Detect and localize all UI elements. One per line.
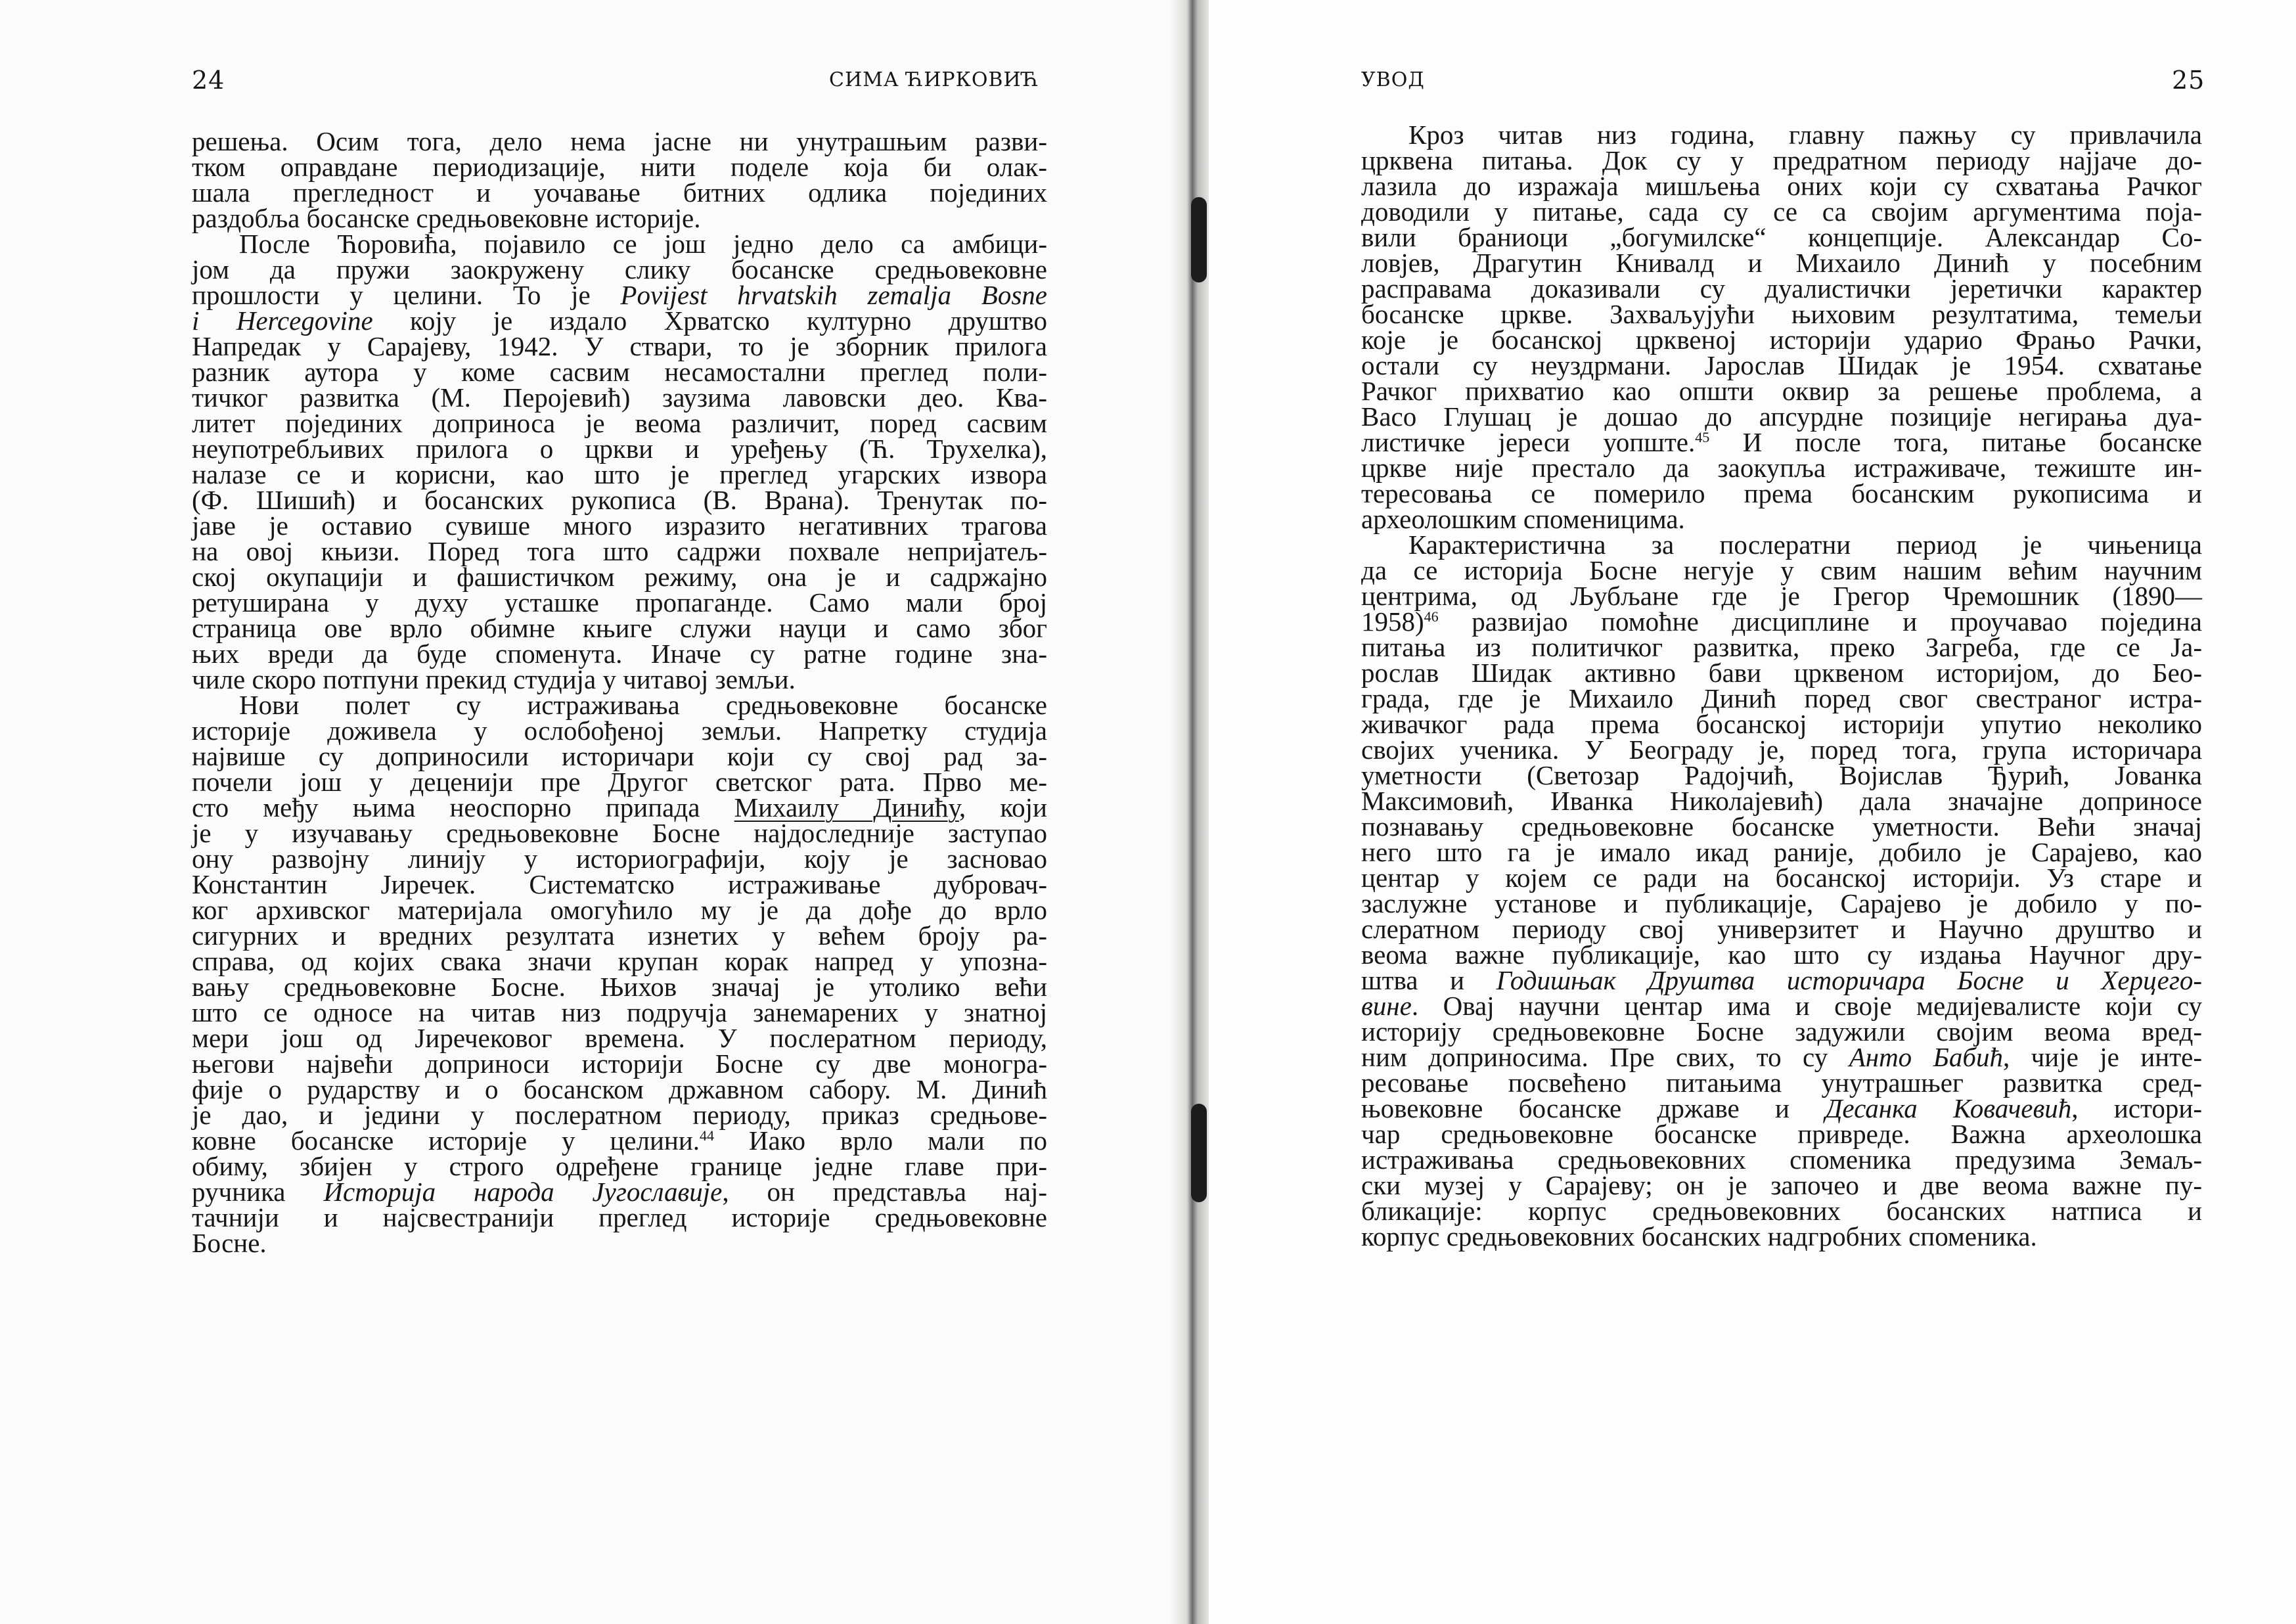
text-run: листичке јереси уопште. (1361, 427, 1696, 457)
text-line (1361, 455, 2202, 481)
italic-title: Povijest hrvatskih zemalja Bosne (620, 280, 1047, 310)
text-run: , чије је инте- (2002, 1042, 2202, 1072)
text-line (1361, 1016, 2202, 1047)
text-run: уметности (Светозар Радојчић, Војислав Ђурић, Јованка (1361, 760, 2202, 790)
text-run: истраживања средњовековних споменика предузима Земаљ- (1361, 1144, 2202, 1175)
text-line (192, 536, 1047, 566)
text-run: обиму, збијен у строго одређене границе једне главе при- (192, 1151, 1047, 1181)
text-run: јом да пружи заокружену слику босанске средњовековне (192, 254, 1047, 284)
text-run: тересовања се померило према босанским рукописима и (1361, 478, 2202, 508)
right-running-head: УВОД (1361, 68, 1425, 91)
text-line (1361, 939, 2202, 970)
text-line (1361, 734, 2202, 765)
text-run: заслужне установе и публикације, Сарајево је добило у по- (1361, 888, 2202, 918)
text-run: његови највећи доприноси историји Босне су две моногра- (192, 1049, 1047, 1079)
text-run: ковне босанске историје у целини. (192, 1125, 700, 1156)
text-line (192, 331, 1047, 361)
text-run: Васо Глушац је дошао до апсурдне позиције негирања дуа- (1361, 401, 2202, 432)
text-line (192, 974, 1047, 1000)
text-run: чар средњовековне босанске привреде. Важна археолошка (1361, 1119, 2202, 1149)
text-run: шала прегледност и уочавање битних одлика појединих (192, 177, 1047, 208)
text-run: вили браниоци „богумилске“ концепције. Александар Со- (1361, 222, 2202, 252)
text-line (192, 1074, 1047, 1104)
left-page-number: 24 (192, 66, 225, 95)
text-run: , истори- (2071, 1093, 2202, 1123)
text-line (1361, 196, 2202, 227)
text-run: бликације: корпус средњовековних босанских натписа и (1361, 1196, 2202, 1226)
text-run: ретуширана у духу усташке пропаганде. Само мали број (192, 587, 1047, 618)
text-line (192, 487, 1047, 513)
text-run: развијао помоћне дисциплине и проучавао поједина (1438, 606, 2202, 637)
text-run: ресовање посвећено питањима унутрашњег развитка сред- (1361, 1068, 2202, 1098)
text-line (1361, 327, 2202, 353)
text-line (1361, 1144, 2202, 1175)
text-run: решења. Осим тога, дело нема јасне ни унутрашњим разви- (192, 126, 1047, 156)
text-run: Иако врло мали по (714, 1125, 1047, 1156)
text-run: највише су доприносили историчари који су свој рад за- (192, 741, 1047, 771)
footnote-ref: 44 (700, 1127, 715, 1144)
text-line (192, 692, 1047, 718)
text-line (192, 641, 1047, 667)
text-line (1361, 173, 2202, 199)
text-run: јаве је оставио сувише много изразито негативних трагова (192, 510, 1047, 541)
text-line (1361, 427, 2202, 457)
text-line (1361, 478, 2202, 508)
text-run: што се односе на читав низ подручја занемарених у знатној (192, 997, 1047, 1027)
text-run: да се историја Босне негује у свим нашим већим научним (1361, 555, 2202, 585)
text-run: тачнији и најсвестранији преглед историје средњовековне (192, 1202, 1047, 1232)
right-page-number: 25 (2172, 66, 2205, 95)
text-run: рослав Шидак активно бави црквеном историјом, до Бео- (1361, 658, 2202, 688)
text-run: корпус средњовековних босанских надгробних споменика. (1361, 1221, 2037, 1252)
text-run: остали су неуздрмани. Јарослав Шидак је 1954. схватање (1361, 350, 2202, 380)
text-line (192, 282, 1047, 308)
text-run: Босне. (192, 1228, 267, 1258)
text-line (1361, 1221, 2202, 1252)
text-run: Напредак у Сарајеву, 1942. У ствари, то је зборник прилога (192, 331, 1047, 361)
text-run: ловјев, Драгутин Книвалд и Михаило Динић у посебним (1361, 248, 2202, 278)
text-run: чиле скоро потпуни прекид студија у читавој земљи. (192, 664, 796, 694)
text-line (192, 254, 1047, 284)
text-line (192, 664, 1047, 694)
text-line (192, 613, 1047, 643)
text-line (192, 436, 1047, 462)
text-run: доводили у питање, сада су се са својим аргументима поја- (1361, 196, 2202, 227)
text-run: црквена питања. Док су у предратном периоду најјаче до- (1361, 145, 2202, 175)
italic-title: i Hercegovine (192, 305, 373, 336)
text-run: расправама доказивали су дуалистички јеретички карактер (1361, 273, 2202, 304)
text-run: лазила до изражаја мишљења оних који су схватања Рачког (1361, 171, 2202, 201)
binding-clip-bottom (1191, 1104, 1207, 1202)
text-run: које је босанској црквеној историји ударио Фрањо Рачки, (1361, 325, 2202, 355)
text-run: историје доживела у ослобођеној земљи. Напретку студија (192, 715, 1047, 746)
text-line (1361, 916, 2202, 942)
text-line (192, 997, 1047, 1027)
text-line (1361, 299, 2202, 329)
text-line (192, 1051, 1047, 1077)
text-line (192, 741, 1047, 771)
text-run: сто међу њима неоспорно припада (192, 792, 734, 823)
right-page (1209, 0, 2296, 1624)
text-run: страница ове врло обимне књиге служи науци и само због (192, 613, 1047, 643)
text-line (1361, 660, 2202, 686)
text-run: живачког рада према босанској историји упутио неколико (1361, 709, 2202, 739)
italic-title: Десанка Ковачевић (1825, 1093, 2072, 1123)
text-run: историју средњовековне Босне задужили својим веома вред- (1361, 1016, 2202, 1047)
text-line (192, 1151, 1047, 1181)
text-run: Рачког прихватио као општи оквир за решење проблема, а (1361, 376, 2202, 406)
text-line (192, 818, 1047, 848)
text-run: него што га је имало икад раније, добило је Сарајево, као (1361, 837, 2202, 867)
text-line (192, 408, 1047, 438)
text-line (192, 382, 1047, 413)
text-line (1361, 760, 2202, 790)
text-line (1361, 606, 2202, 637)
text-line (1361, 888, 2202, 918)
text-run: После Ћоровића, појавило се још једно дело са амбици- (239, 229, 1047, 259)
text-line (1361, 583, 2202, 609)
text-run: почели још у деценији пре Другог светског рата. Прво ме- (192, 767, 1047, 797)
footnote-ref: 46 (1424, 608, 1439, 625)
text-line (1361, 401, 2202, 432)
text-run: археолошким споменицима. (1361, 504, 1685, 534)
text-run: прошлости у целини. То је (192, 280, 621, 310)
text-run: (Ф. Шишић) и босанских рукописа (В. Врана). Тренутак по- (192, 485, 1047, 515)
text-line (192, 792, 1048, 823)
text-line (192, 715, 1047, 746)
right-body-text (1361, 122, 2202, 1250)
text-line (1361, 555, 2202, 585)
text-line (1361, 1042, 2202, 1072)
text-run: Карактеристична за послератни период је чињеница (1408, 530, 2202, 560)
text-run: Кроз читав низ година, главну пажњу су привлачила (1408, 120, 2202, 150)
text-line (192, 946, 1047, 976)
text-run: ону развојну линију у историографији, коју је засновао (192, 844, 1047, 874)
text-line (1361, 788, 2202, 814)
text-line (192, 305, 1047, 336)
text-line (192, 1125, 1047, 1156)
text-line (1361, 222, 2202, 252)
text-run: И после тога, питање босанске (1709, 427, 2202, 457)
text-line (192, 869, 1047, 899)
text-run: справа, од којих свака значи крупан корак напред у упозна- (192, 946, 1047, 976)
text-run: цркве није престало да заокупља истраживаче, тежиште ин- (1361, 453, 2202, 483)
text-run: , он представља нај- (722, 1177, 1048, 1207)
text-line (192, 154, 1047, 180)
text-line (192, 203, 1047, 233)
text-run: ској окупацији и фашистичком режиму, она је и садржајно (192, 562, 1047, 592)
text-line (1361, 1121, 2202, 1147)
text-line (1361, 504, 2202, 534)
text-line (1361, 711, 2202, 737)
text-run: ког архивског материјала омогућило му је да дође до врло (192, 895, 1047, 925)
text-line (1361, 378, 2202, 404)
text-run: је дао, и једини у послератном периоду, приказ средњове- (192, 1100, 1047, 1130)
text-run: . Овај научни центар има и своје медијевалисте који су (1411, 991, 2202, 1021)
text-line (192, 359, 1047, 385)
italic-title: вине (1361, 991, 1412, 1021)
text-run: разник аутора у коме сасвим несамостални преглед поли- (192, 357, 1047, 387)
text-run: ручника (192, 1177, 324, 1207)
text-run: 1958) (1361, 606, 1424, 637)
text-run: тком оправдане периодизације, нити поделе која би олак- (192, 152, 1047, 182)
text-run: литет појединих доприноса је веома различит, поред сасвим (192, 408, 1047, 438)
text-line (192, 897, 1047, 923)
text-run: вању средњовековне Босне. Њихов значај је утолико већи (192, 972, 1047, 1002)
text-line (192, 1023, 1047, 1053)
text-line (192, 459, 1047, 489)
text-line (1361, 532, 2202, 558)
text-run: њовековне босанске државе и (1361, 1093, 1826, 1123)
text-line (192, 1179, 1047, 1205)
text-run: на овој књизи. Поред тога што садржи похвале непријатељ- (192, 536, 1047, 566)
text-line (1361, 1093, 2202, 1123)
text-run: босанске цркве. Захваљујући њиховим резултатима, темељи (1361, 299, 2202, 329)
text-line (1361, 965, 2202, 995)
text-line (1361, 1170, 2202, 1200)
italic-title: Годишњак Друштва историчара Босне и Херцего- (1496, 965, 2202, 995)
text-line (1361, 811, 2202, 842)
text-run: слератном периоду свој универзитет и Научно друштво и (1361, 914, 2202, 944)
text-run: познавању средњовековне босанске уметности. Већи значај (1361, 811, 2202, 842)
text-run: сигурних и вредних резултата изнетих у већем броју ра- (192, 920, 1047, 951)
left-body-text (192, 126, 1048, 1258)
text-line (1361, 1070, 2202, 1096)
text-run: тичког развитка (М. Перојевић) заузима лавовски део. Ква- (192, 382, 1047, 413)
text-run: ски музеј у Сарајеву; он је започео и две веома важне пу- (1361, 1170, 2202, 1200)
text-run: мери још од Јиречековог времена. У послератном периоду, (192, 1023, 1047, 1053)
footnote-ref: 45 (1695, 429, 1710, 445)
text-line (192, 126, 1047, 156)
text-line (192, 769, 1047, 795)
text-run: питања из политичког развитка, преко Загреба, где се Ја- (1361, 632, 2202, 662)
text-run: својих ученика. У Београду је, поред тога, група историчара (1361, 734, 2202, 765)
italic-title: Анто Бабић (1849, 1042, 2003, 1072)
text-line (192, 177, 1047, 208)
italic-title: Историја народа Југославије (323, 1177, 723, 1207)
text-run: центар у којем се ради на босанској историји. Уз старе и (1361, 863, 2202, 893)
text-line (192, 564, 1047, 590)
text-line (1361, 273, 2202, 304)
text-line (192, 846, 1047, 872)
text-run: налазе се и корисни, као што је преглед угарских извора (192, 459, 1047, 489)
text-run: веома важне публикације, као што су издања Научног дру- (1361, 939, 2202, 970)
text-line (192, 1202, 1047, 1232)
text-line (1361, 145, 2202, 175)
binding-clip-top (1191, 197, 1207, 282)
text-line (192, 1102, 1047, 1128)
text-run: раздобља босанске средњовековне историје. (192, 203, 701, 233)
underlined-name: Михаилу Динићу (734, 792, 959, 823)
text-run: центрима, од Љубљане где је Грегор Чремошник (1890— (1361, 581, 2202, 611)
left-running-head: СИМА ЋИРКОВИЋ (829, 68, 1039, 91)
text-run: Максимовић, Иванка Николајевић) дала значајне доприносе (1361, 786, 2202, 816)
text-run: , који (958, 792, 1048, 823)
text-line (1361, 683, 2202, 713)
text-run: града, где је Михаило Динић поред свог свестраног истра- (1361, 683, 2202, 713)
text-line (1361, 122, 2202, 148)
text-line (1361, 250, 2202, 276)
text-run: је у изучавању средњовековне Босне најдоследније заступао (192, 818, 1047, 848)
text-run: Константин Јиречек. Систематско истраживање дубровач- (192, 869, 1047, 899)
text-line (1361, 837, 2202, 867)
text-line (1361, 1198, 2202, 1224)
text-run: Нови полет су истраживања средњовековне босанске (239, 690, 1047, 720)
text-line (192, 587, 1047, 618)
text-line (192, 1230, 1047, 1256)
text-line (192, 920, 1047, 951)
text-line (192, 231, 1047, 257)
text-run: фије о рударству и о босанском државном сабору. М. Динић (192, 1074, 1047, 1104)
text-run: ним доприносима. Пре свих, то су (1361, 1042, 1849, 1072)
text-run: њих вреди да буде споменута. Иначе су ратне године зна- (192, 639, 1047, 669)
text-line (1361, 632, 2202, 662)
text-run: коју је издало Хрватско културно друштво (372, 305, 1047, 336)
text-line (1361, 350, 2202, 380)
text-line (192, 510, 1047, 541)
text-line (1361, 993, 2202, 1019)
text-run: штва и (1361, 965, 1497, 995)
text-line (1361, 865, 2202, 891)
text-run: неупотребљивих прилога о цркви и уређењу (Ћ. Трухелка), (192, 434, 1047, 464)
